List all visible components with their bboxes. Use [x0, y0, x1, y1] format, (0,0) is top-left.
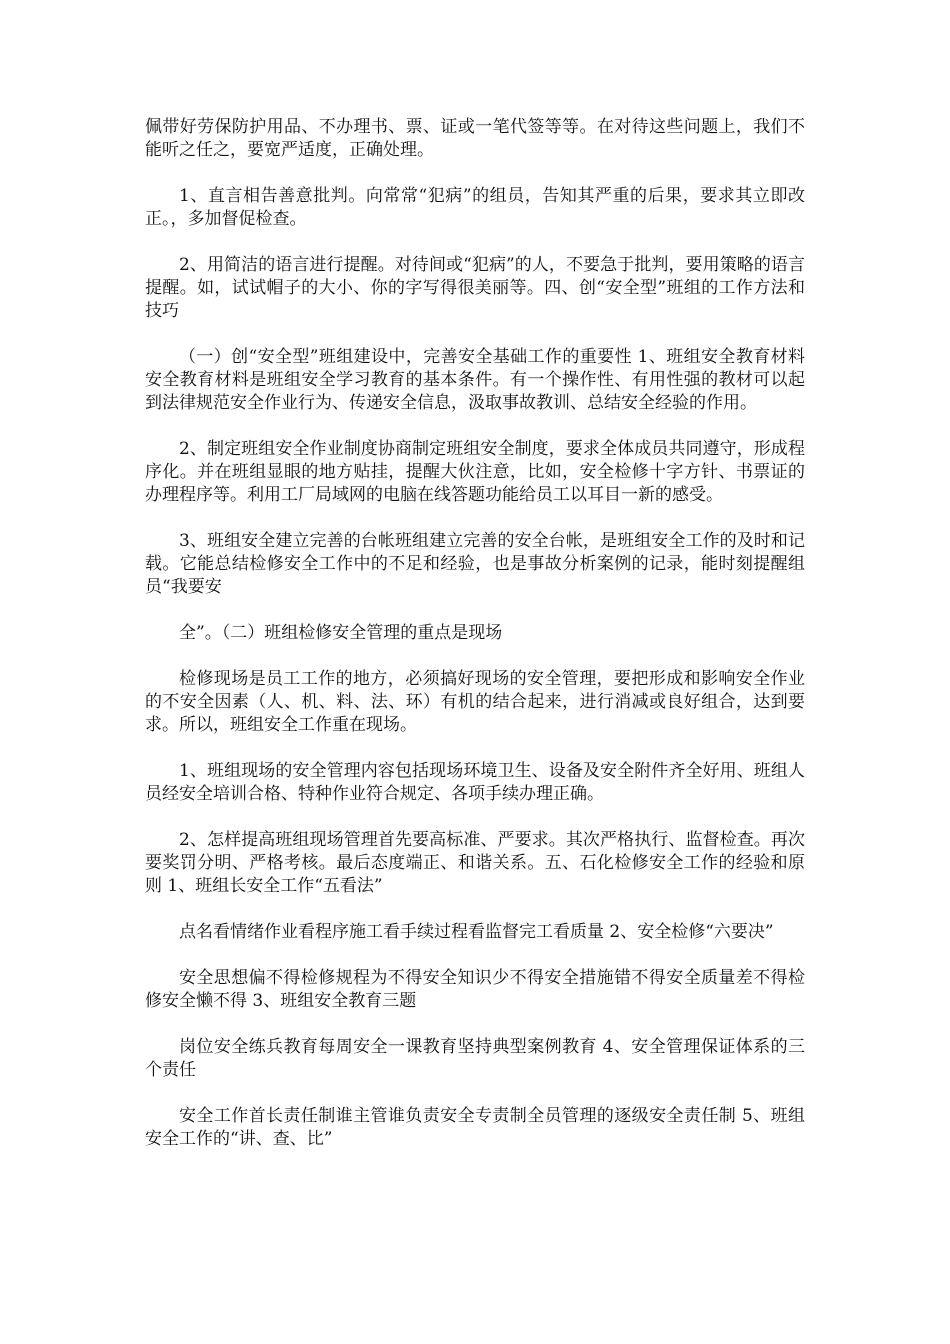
paragraph-11: 点名看情绪作业看程序施工看手续过程看监督完工看质量 2、安全检修“六要决”	[179, 922, 774, 942]
paragraph-8: 检修现场是员工工作的地方，必须搞好现场的安全管理，要把形成和影响安全作业的不安全因素（人、机、料、法、环）有机的结合起来，进行消减或良好组合，达到要求。所以，班组安全工作重在现场。	[145, 669, 805, 735]
paragraph-5: 2、制定班组安全作业制度协商制定班组安全制度，要求全体成员共同遵守，形成程序化。并在班组显眼的地方贴挂，提醒大伙注意，比如，安全检修十字方针、书票证的办理程序等。利用工厂局域网的电脑在线答题功能给员工以耳目一新的感受。	[145, 439, 805, 505]
paragraph-14: 安全工作首长责任制谁主管谁负责安全专责制全员管理的逐级安全责任制 5、班组安全工作的“讲、查、比”	[145, 1106, 805, 1149]
paragraph-12: 安全思想偏不得检修规程为不得安全知识少不得安全措施错不得安全质量差不得检修安全懒不得 3、班组安全教育三题	[145, 968, 805, 1011]
paragraph-6: 3、班组安全建立完善的台帐班组建立完善的安全台帐，是班组安全工作的及时和记载。它能总结检修安全工作中的不足和经验，也是事故分析案例的记录，能时刻提醒组员“我要安	[145, 531, 805, 597]
paragraph-10: 2、怎样提高班组现场管理首先要高标准、严要求。其次严格执行、监督检查。再次要奖罚分明、严格考核。最后态度端正、和谐关系。五、石化检修安全工作的经验和原则 1、班组长安全工作“五看法”	[145, 830, 805, 896]
paragraph-7: 全”。（二）班组检修安全管理的重点是现场	[179, 623, 503, 643]
paragraph-9: 1、班组现场的安全管理内容包括现场环境卫生、设备及安全附件齐全好用、班组人员经安全培训合格、特种作业符合规定、各项手续办理正确。	[145, 761, 805, 804]
paragraph-3: 2、用简洁的语言进行提醒。对待间或“犯病”的人，不要急于批判，要用策略的语言提醒。如，试试帽子的大小、你的字写得很美丽等。四、创“安全型”班组的工作方法和技巧	[145, 255, 805, 321]
paragraph-4: （一）创“安全型”班组建设中，完善安全基础工作的重要性 1、班组安全教育材料安全教育材料是班组安全学习教育的基本条件。有一个操作性、有用性强的教材可以起到法律规范安全作业行为、传递安全信息，汲取事故教训、总结安全经验的作用。	[145, 347, 805, 413]
paragraph-2: 1、直言相告善意批判。向常常“犯病”的组员，告知其严重的后果，要求其立即改正。，多加督促检查。	[145, 186, 805, 229]
document-body	[145, 116, 805, 1174]
paragraph-1: 佩带好劳保防护用品、不办理书、票、证或一笔代签等等。在对待这些问题上，我们不能听之任之，要宽严适度，正确处理。	[145, 117, 805, 160]
paragraph-13: 岗位安全练兵教育每周安全一课教育坚持典型案例教育 4、安全管理保证体系的三个责任	[145, 1037, 805, 1080]
